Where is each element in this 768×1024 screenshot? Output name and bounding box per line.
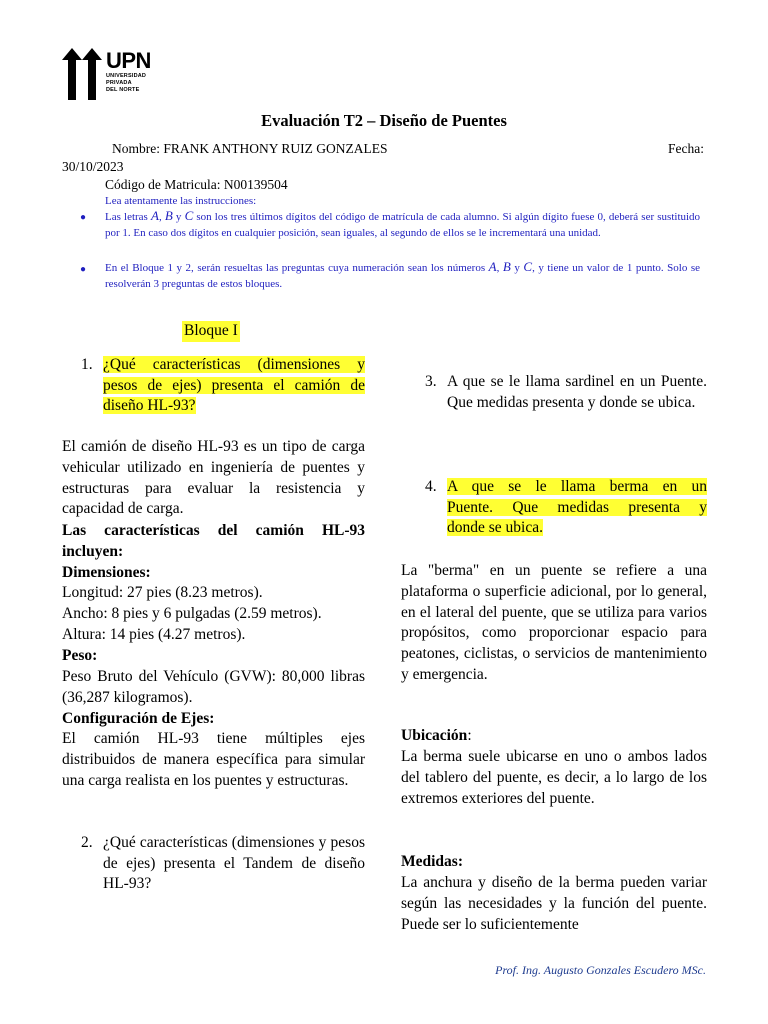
footer-author: Prof. Ing. Augusto Gonzales Escudero MSc. (495, 963, 706, 977)
weight-heading: Peso: (62, 647, 98, 664)
question-4-number: 4. (425, 478, 437, 495)
conjunction-y: y (514, 262, 520, 274)
bullet-icon: ● (80, 264, 87, 275)
question-2: ¿Qué características (dimensiones y pesos de ejes) presenta el Tandem de diseño HL-93? (103, 834, 365, 892)
ubicacion-heading-text: Ubicación (401, 727, 468, 744)
question-1-line-3: diseño HL-93? (103, 397, 196, 414)
question-3-number: 3. (425, 373, 437, 390)
features-heading: Las características del camión HL-93 incluyen: (62, 522, 365, 560)
question-4-line-2: Puente. Que medidas presenta y (447, 498, 707, 516)
student-code: Código de Matricula: N00139504 (105, 177, 288, 192)
instruction-2-post: , y tiene un valor de 1 punto. Solo se resolverán 3 preguntas de estos bloques. (105, 262, 701, 290)
instruction-2-pre: En el Bloque 1 y 2, serán resueltas las preguntas cuya numeración sean los números (105, 262, 486, 274)
question-1 (103, 355, 365, 417)
block-title: Bloque I (182, 321, 240, 342)
medidas-heading: Medidas: (401, 853, 463, 870)
letter-c: C (523, 259, 533, 274)
comma: , (496, 262, 500, 274)
instruction-1 (105, 208, 700, 241)
logo-sub-line-3: DEL NORTE (106, 87, 140, 93)
instruction-1-pre: Las letras (105, 211, 148, 223)
ubicacion-colon: : (467, 727, 472, 744)
dim-height: Altura: 14 pies (4.27 metros). (62, 626, 246, 643)
logo-sub-line-2: PRIVADA (106, 80, 132, 86)
question-4-line-1: A que se le llama berma en un (447, 478, 707, 495)
dim-length: Longitud: 27 pies (8.23 metros). (62, 584, 263, 601)
logo-wordmark: UPN (106, 48, 151, 73)
camion-intro: El camión de diseño HL-93 es un tipo de carga vehicular utilizado en ingeniería de puentes y estructuras para evaluar la resistencia y capacidad de carga. (62, 438, 365, 518)
instruction-2 (105, 259, 700, 292)
document-title: Evaluación T2 – Diseño de Puentes (261, 111, 507, 130)
axles-text: El camión HL-93 tiene múltiples ejes distribuidos de manera específica para simular una carga realista en los puentes y estructuras. (62, 730, 365, 789)
letter-a: A (488, 259, 497, 274)
bullet-icon: ● (80, 212, 87, 223)
letter-a: A (150, 208, 159, 223)
berma-description: La "berma" en un puente se refiere a una plataforma o superficie adicional, por lo general, en el lateral del puente, que se utiliza para varios propósitos, como proporcionar espacio para peatones, ciclistas, o servicios de mantenimiento y emergencia. (401, 562, 707, 683)
dim-width: Ancho: 8 pies y 6 pulgadas (2.59 metros). (62, 605, 322, 622)
question-1-number: 1. (81, 356, 93, 373)
question-1-line-1: ¿Qué características (dimensiones y (103, 356, 365, 373)
ubicacion-heading (401, 726, 472, 747)
letter-c: C (184, 208, 194, 223)
date-label: Fecha: (668, 141, 704, 156)
medidas-text: La anchura y diseño de la berma pueden variar según las necesidades y la función del puente. Puede ser lo suficientemente (401, 874, 707, 933)
weight-text: Peso Bruto del Vehículo (GVW): 80,000 libras (36,287 kilogramos). (62, 668, 365, 706)
question-3: A que se le llama sardinel en un Puente. Que medidas presenta y donde se ubica. (447, 373, 707, 411)
comma: , (158, 211, 162, 223)
letter-b: B (502, 259, 511, 274)
question-4-line-3: donde se ubica. (447, 519, 543, 536)
dims-heading: Dimensiones: (62, 564, 151, 581)
upn-logo (62, 48, 172, 100)
question-1-line-2: pesos de ejes) presenta el camión de (103, 376, 365, 394)
instructions-intro: Lea atentamente las instrucciones: (105, 195, 257, 207)
axles-heading: Configuración de Ejes: (62, 710, 215, 727)
logo-sub-line-1: UNIVERSIDAD (106, 73, 147, 79)
instruction-1-post: son los tres últimos dígitos del código de matrícula de cada alumno. Si algún dígito fuese 0, deberá ser sustituido por 1. En caso dos dígitos en cualquier posición, sean iguales, al segundo de ellos se le incrementará una unidad. (105, 211, 701, 239)
conjunction-y: y (175, 211, 182, 223)
upn-emblem-icon (62, 48, 104, 100)
letter-b: B (164, 208, 173, 223)
student-name: Nombre: FRANK ANTHONY RUIZ GONZALES (112, 141, 388, 156)
question-4 (447, 477, 707, 539)
question-2-number: 2. (81, 834, 93, 851)
ubicacion-text: La berma suele ubicarse en uno o ambos lados del tablero del puente, es decir, a lo largo de los extremos exteriores del puente. (401, 748, 707, 807)
date-value: 30/10/2023 (62, 159, 124, 174)
